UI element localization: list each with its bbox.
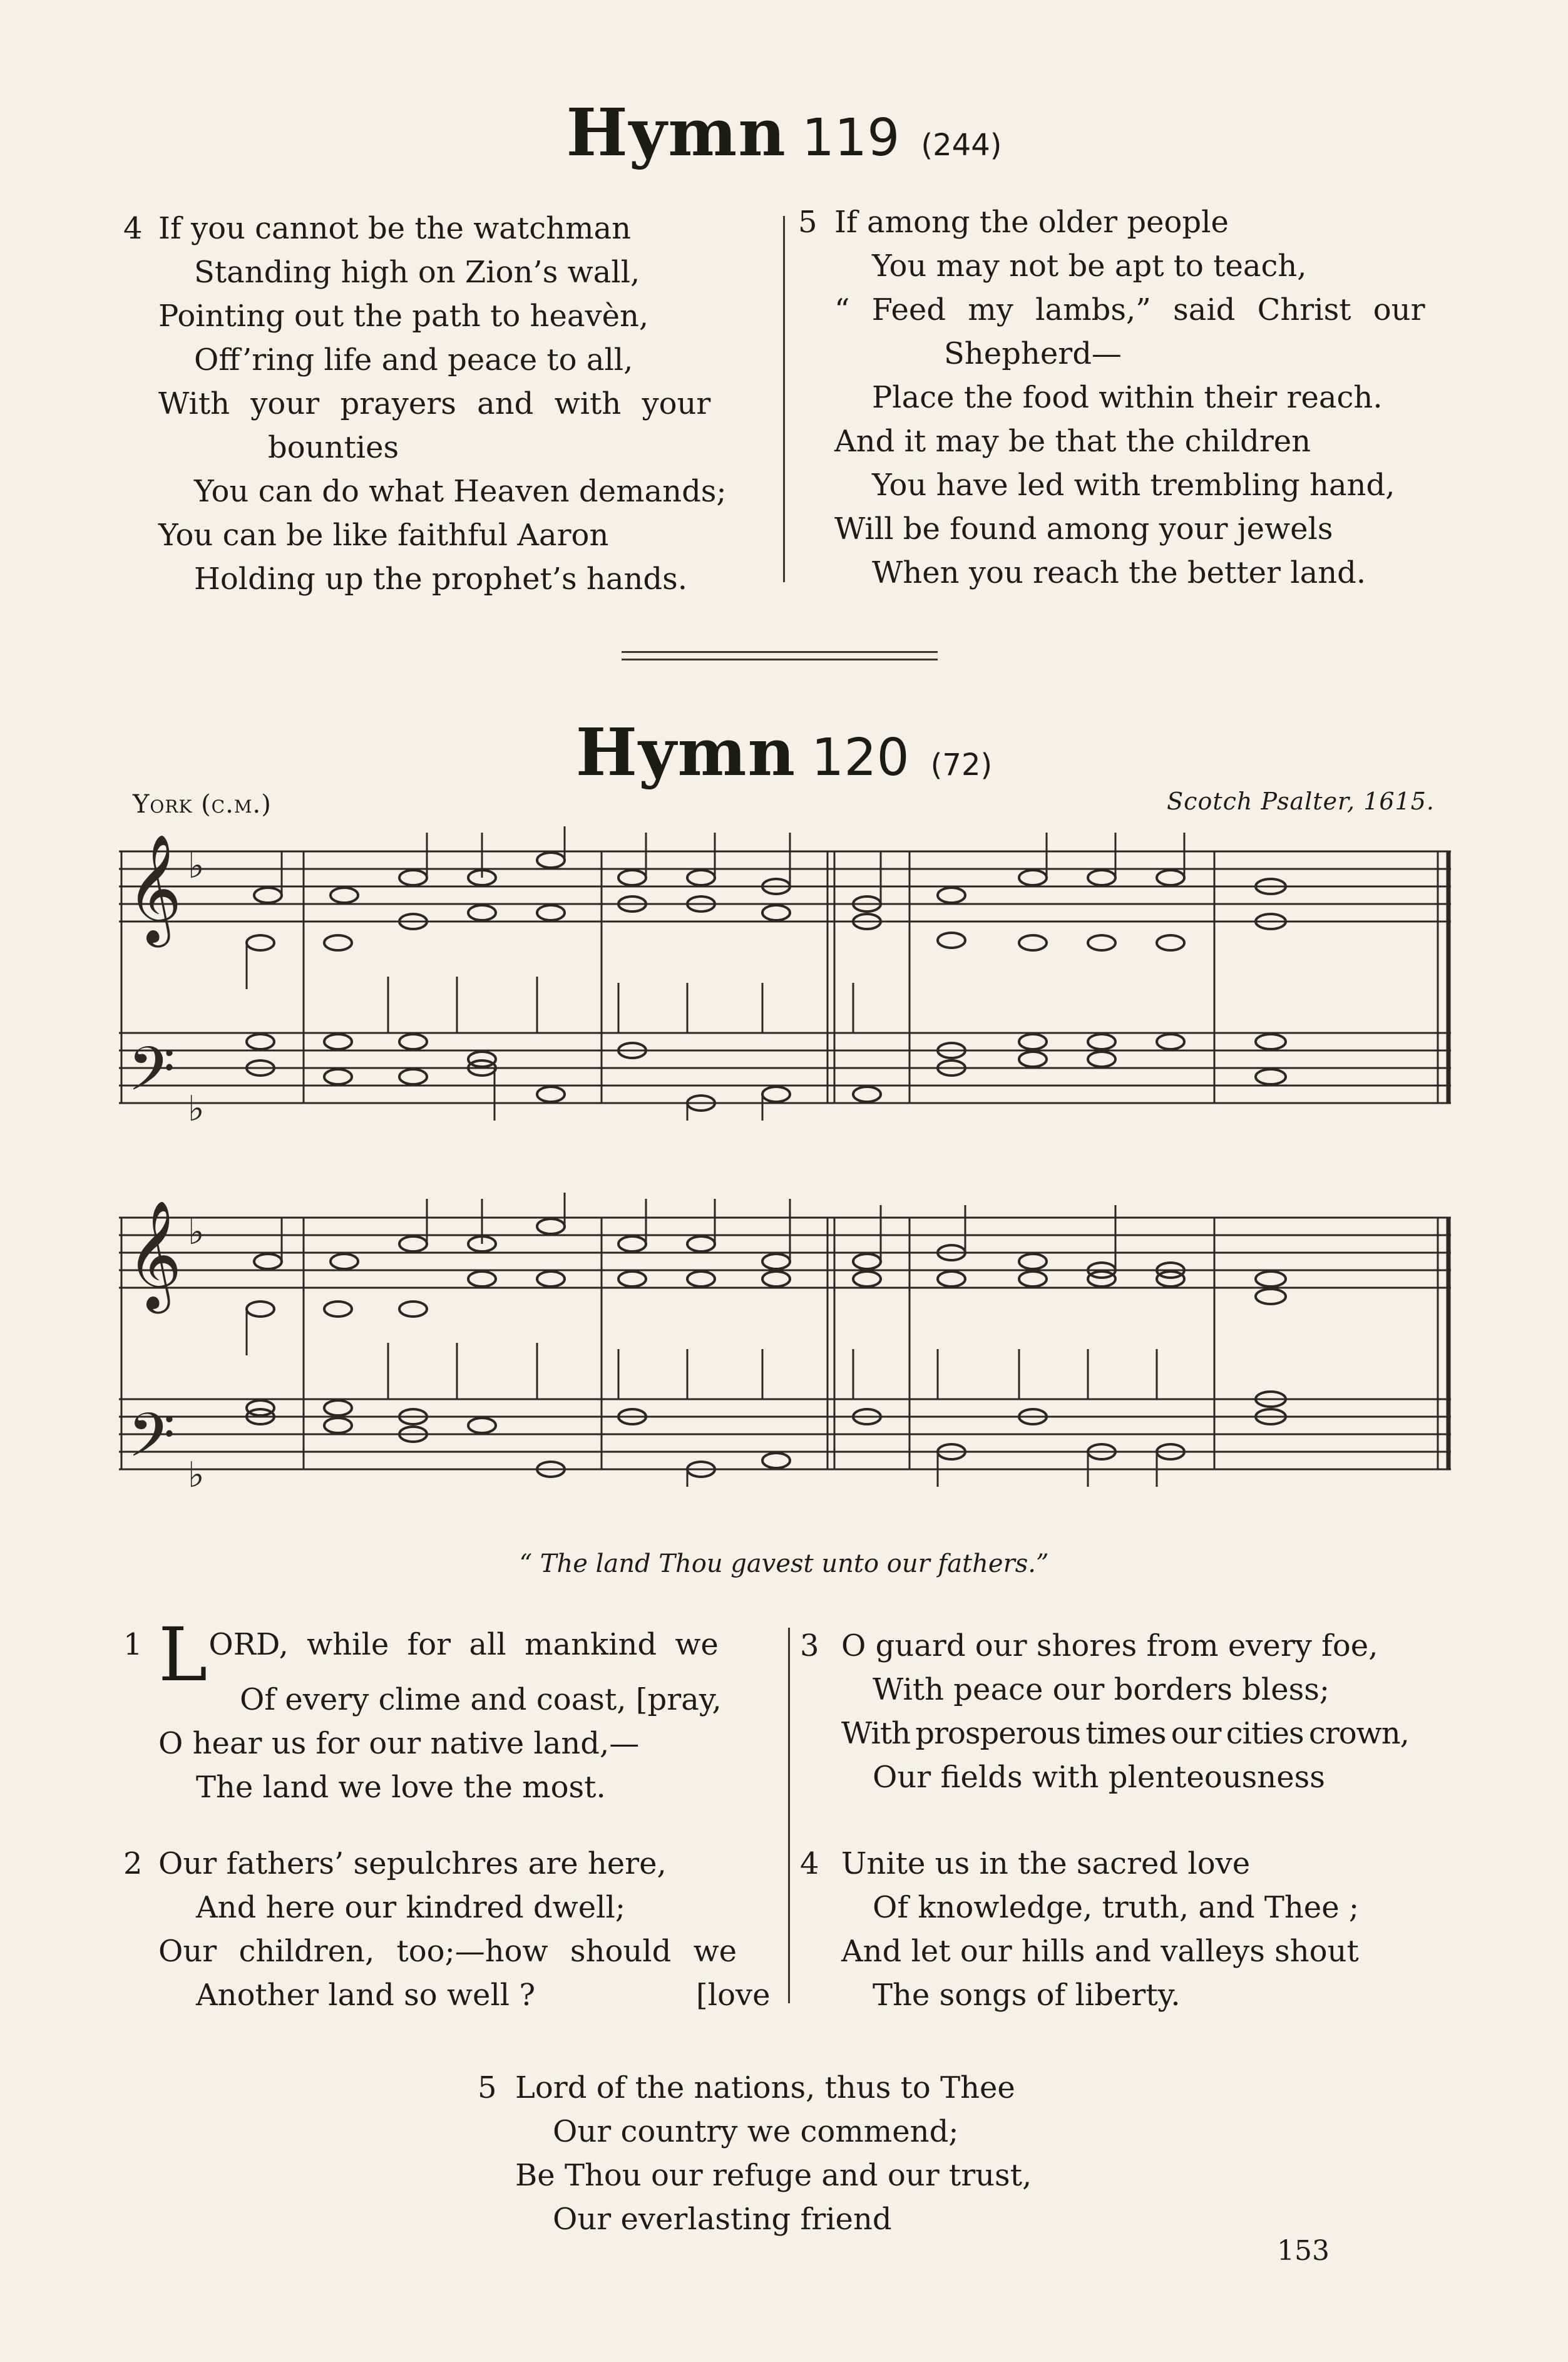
verse-line: Another land so well ?: [196, 1978, 536, 2013]
verse-line: With peace our borders bless;: [873, 1672, 1330, 1707]
verse-number: 5: [798, 205, 817, 240]
verse-line: Our country we commend;: [553, 2114, 959, 2149]
verse-line: bounties: [268, 430, 399, 465]
verse-line: Our everlasting friend: [553, 2202, 892, 2237]
verse-number: 4: [800, 1846, 819, 1881]
verse-line: You can be like faithful Aaron: [158, 518, 609, 553]
verse-line: Off’ring life and peace to all,: [194, 342, 633, 377]
verse-line: Of knowledge, truth, and Thee ;: [873, 1890, 1360, 1925]
epigraph: “ The land Thou gavest unto our fathers.”: [519, 1549, 1049, 1578]
verse-line: When you reach the better land.: [872, 555, 1366, 590]
verse-line: If among the older people: [834, 205, 1229, 240]
verse-line: Shepherd—: [944, 336, 1122, 371]
verse-line: If you cannot be the watchman: [158, 211, 632, 246]
verse-number: 2: [123, 1846, 143, 1881]
page-number: 153: [1277, 2235, 1330, 2267]
verse-line: You have led with trembling hand,: [872, 468, 1395, 503]
verse-line: Lord of the nations, thus to Thee: [515, 2070, 1015, 2105]
verse-line: Pointing out the path to heavèn,: [158, 299, 649, 334]
verse-number: 4: [123, 211, 143, 246]
verse-line: And let our hills and valleys shout: [841, 1934, 1359, 1969]
hymn-120-verse-3: [800, 1624, 1409, 1799]
hymn-119-verse-5: [798, 200, 1425, 595]
bass-clef-icon: 𝄢: [128, 1399, 175, 1486]
tune-name: York (c.m.): [133, 790, 272, 819]
verse-line: With prosperous times our cities crown,: [841, 1716, 1409, 1751]
verse-line: Standing high on Zion’s wall,: [194, 255, 640, 290]
verse-line: The land we love the most.: [196, 1770, 606, 1805]
verse-line: The songs of liberty.: [873, 1978, 1181, 2013]
hymn-119-title: [0, 94, 1568, 171]
verse-number: 5: [478, 2070, 497, 2105]
verse-line: You may not be apt to teach,: [872, 249, 1307, 284]
hymn-119-verse-4: [123, 207, 727, 601]
column-divider: [788, 1628, 790, 2003]
column-divider: [783, 216, 785, 582]
verse-line: ORD, while for all mankind we: [208, 1627, 719, 1662]
hymn-120-number: 120: [811, 728, 910, 788]
flat-icon: ♭: [188, 1212, 205, 1253]
verse-line: Be Thou our refuge and our trust,: [515, 2158, 1032, 2193]
hymn-120-verse-2: [123, 1842, 737, 2017]
hymn-119-alt-number: (244): [921, 128, 1002, 163]
hymn-120-title: [0, 714, 1568, 791]
verse-line: And here our kindred dwell;: [196, 1890, 626, 1925]
drop-cap: L: [158, 1611, 208, 1698]
verse-line: Place the food within their reach.: [872, 380, 1383, 415]
flat-icon: ♭: [188, 846, 205, 886]
notes: [247, 1219, 1286, 1477]
verse-line: “ Feed my lambs,” said Christ our: [834, 292, 1425, 327]
treble-clef-icon: 𝄞: [126, 834, 182, 943]
music-system-1: [119, 826, 1458, 1121]
verse-number: 3: [800, 1628, 819, 1663]
verse-line: O guard our shores from every foe,: [841, 1628, 1378, 1663]
hymn-120-verse-4: [800, 1842, 1360, 2017]
separator-rule-top: [622, 651, 938, 653]
hymn-119-number: 119: [801, 108, 900, 168]
bass-clef-icon: 𝄢: [128, 1033, 175, 1119]
verse-line: Of every clime and coast, [pray,: [240, 1682, 722, 1717]
verse-line: Unite us in the sacred love: [841, 1846, 1251, 1881]
tune-source: Scotch Psalter, 1615.: [1167, 788, 1435, 815]
verse-number: 1: [123, 1627, 143, 1662]
hymn-120-verse-5: [478, 2066, 1032, 2241]
verse-line: Our fathers’ sepulchres are here,: [158, 1846, 667, 1881]
verse-line: O hear us for our native land,—: [158, 1726, 640, 1761]
treble-clef-icon: 𝄞: [126, 1200, 182, 1309]
hymn-120-verse-1: [123, 1611, 722, 1809]
flat-icon: ♭: [188, 1455, 205, 1487]
separator-rule-bottom: [622, 659, 938, 660]
stems: [247, 826, 1184, 1121]
verse-line: You can do what Heaven demands;: [194, 474, 727, 509]
verse-line: Holding up the prophet’s hands.: [194, 562, 687, 597]
verse-line: With your prayers and with your: [158, 386, 711, 421]
music-system-2: [119, 1193, 1458, 1487]
verse-line: And it may be that the children: [834, 424, 1311, 459]
hymn-120-word: Hymn: [575, 714, 797, 791]
flat-icon: ♭: [188, 1089, 205, 1121]
verse-line: Our children, too;—how should we: [158, 1934, 737, 1969]
verse-line: Will be found among your jewels: [834, 511, 1333, 547]
hymn-119-word: Hymn: [566, 94, 787, 171]
notes: [247, 853, 1286, 1111]
verse-line: Our fields with plenteousness: [873, 1760, 1325, 1795]
verse-2-turnover: [love: [696, 1978, 771, 2013]
hymn-120-alt-number: (72): [930, 747, 993, 783]
